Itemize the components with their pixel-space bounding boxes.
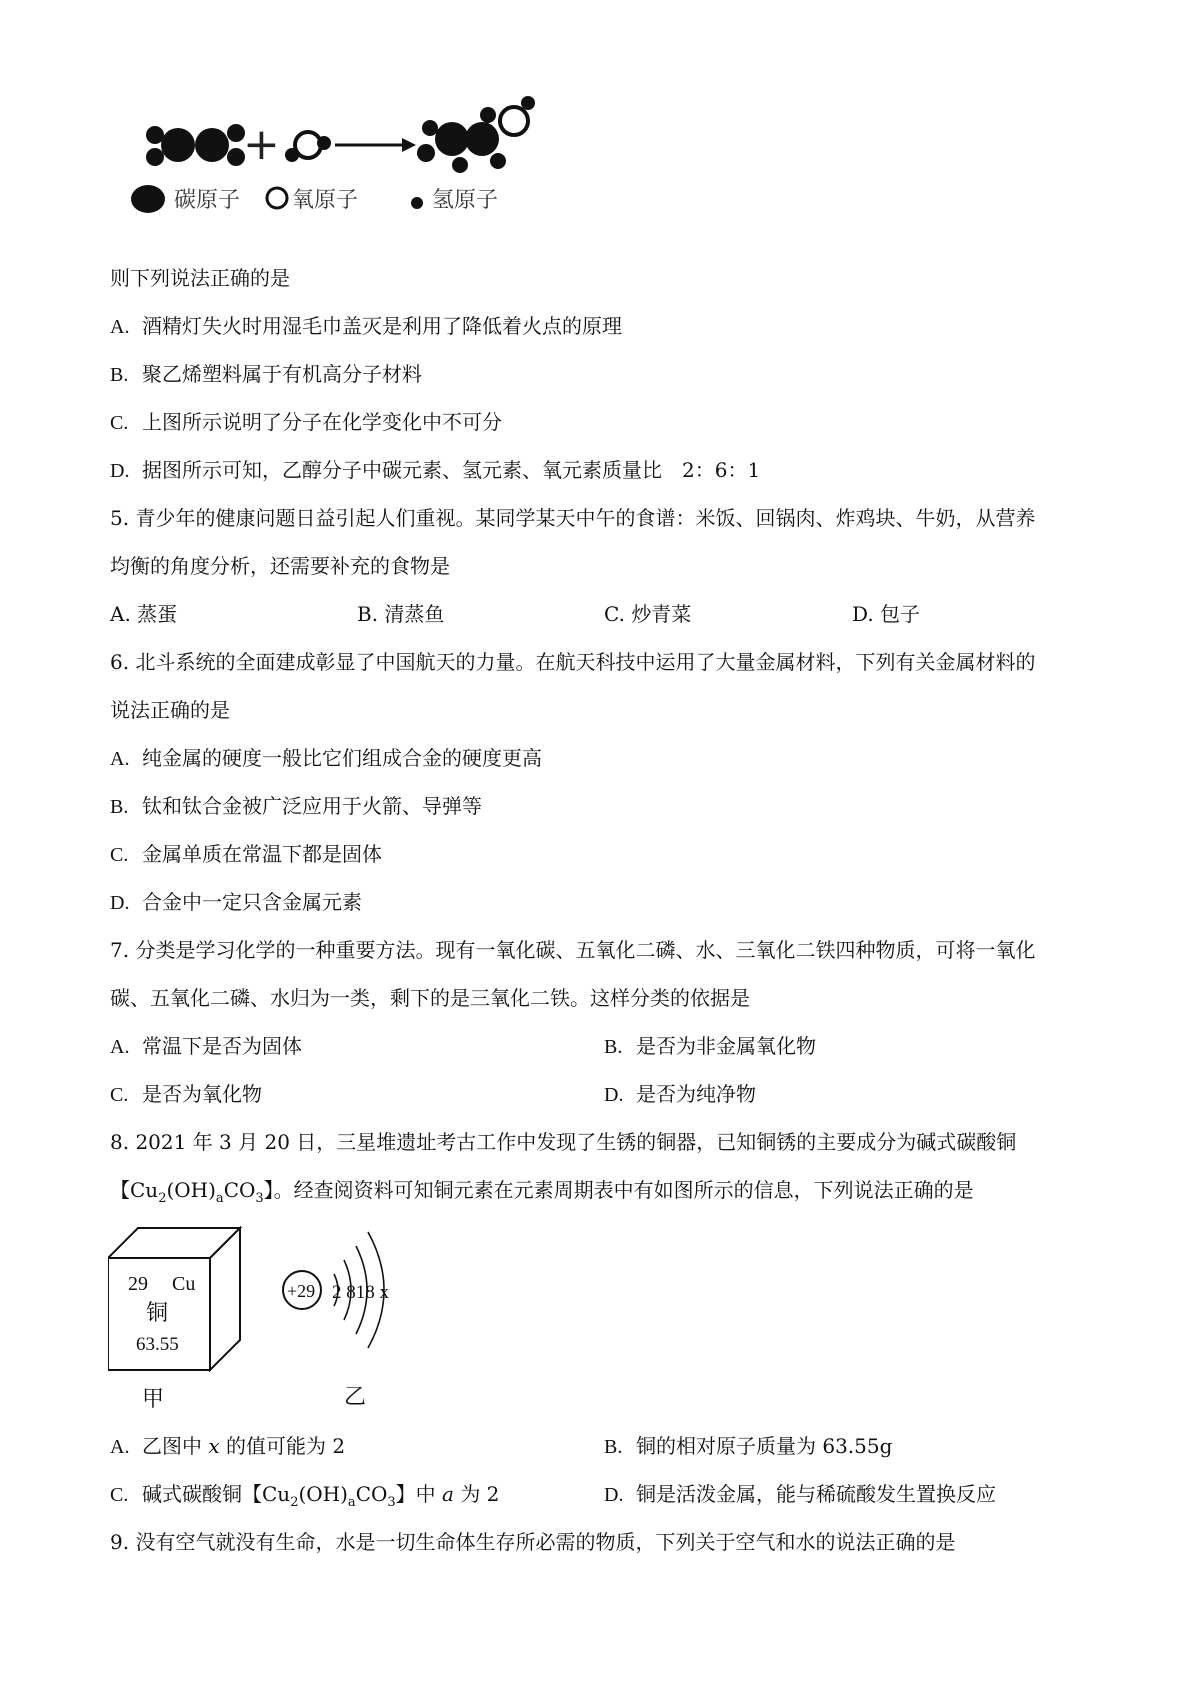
option-text: 包子	[880, 602, 921, 626]
option-label: C.	[110, 412, 129, 434]
q6-option-c	[110, 840, 382, 869]
legend-hydrogen: 氢原子	[432, 188, 499, 213]
q4-option-d	[110, 456, 760, 485]
option-label: B.	[110, 364, 129, 386]
q8-option-c: C. 碱式碳酸铜【$Cu_2(OH)_aCO_3$】中 a 为 2	[110, 1482, 500, 1510]
q4-stem: 则下列说法正确的是	[110, 266, 290, 290]
option-label: C.	[604, 602, 625, 626]
q7-option-a	[110, 1032, 302, 1061]
option-label: D.	[852, 602, 874, 626]
option-text: 金属单质在常温下都是固体	[142, 842, 382, 866]
q6-option-d	[110, 888, 362, 917]
q5-stem-line1: 5. 青少年的健康问题日益引起人们重视。某同学某天中午的食谱：米饭、回锅肉、炸鸡块、牛奶，从营养	[110, 506, 1036, 530]
option-text: 合金中一定只含金属元素	[142, 890, 362, 914]
legend-oxygen: 氧原子	[292, 188, 359, 213]
option-label: B.	[604, 1436, 623, 1458]
ethanol-molecule-icon	[417, 96, 535, 173]
option-text: 钛和钛合金被广泛应用于火箭、导弹等	[142, 794, 482, 818]
q8-option-d	[604, 1480, 996, 1509]
option-label: A.	[110, 1436, 130, 1458]
q8-option-a: A. 乙图中 x 的值可能为 2	[110, 1432, 345, 1461]
molecule-reaction-figure	[130, 95, 550, 235]
legend-carbon: 碳原子	[174, 188, 241, 213]
option-label: D.	[604, 1484, 624, 1506]
option-label: C.	[110, 1084, 129, 1106]
option-label: D.	[110, 892, 130, 914]
option-text: 常温下是否为固体	[142, 1034, 302, 1058]
option-text: 炒青菜	[631, 602, 692, 626]
plus-sign: +	[243, 119, 280, 170]
q7-stem-line2: 碳、五氧化二磷、水归为一类，剩下的是三氧化二铁。这样分类的依据是	[110, 986, 750, 1010]
option-text: 是否为纯净物	[636, 1082, 756, 1106]
option-text: 酒精灯失火时用湿毛巾盖灭是利用了降低着火点的原理	[142, 314, 622, 338]
element-symbol: Cu	[172, 1273, 196, 1295]
option-text: 铜是活泼金属，能与稀硫酸发生置换反应	[636, 1482, 996, 1506]
q7-option-c	[110, 1080, 262, 1109]
q7-option-d	[604, 1080, 756, 1109]
option-text: 是否为非金属氧化物	[636, 1034, 816, 1058]
q6-stem-line2: 说法正确的是	[110, 698, 230, 722]
oxygen-atom-legend-icon	[267, 188, 287, 208]
q7-option-b	[604, 1032, 816, 1061]
q7-stem-line1: 7. 分类是学习化学的一种重要方法。现有一氧化碳、五氧化二磷、水、三氧化二铁四种物质，可将一氧化	[110, 938, 1036, 962]
q4-option-a	[110, 312, 622, 341]
carbon-atom-legend-icon	[131, 185, 165, 213]
q6-option-a	[110, 744, 542, 773]
option-label: A.	[110, 1036, 130, 1058]
q5-option-a	[110, 600, 177, 628]
element-card-figure	[108, 1220, 258, 1410]
caption-jia: 甲	[142, 1386, 165, 1410]
nucleus-charge: +29	[287, 1281, 316, 1301]
option-label: B.	[357, 602, 379, 626]
q6-stem-line1: 6. 北斗系统的全面建成彰显了中国航天的力量。在航天科技中运用了大量金属材料，下列有关金属材料的	[110, 650, 1036, 674]
option-text: 是否为氧化物	[142, 1082, 262, 1106]
option-label: D.	[604, 1084, 624, 1106]
option-label: C.	[110, 844, 129, 866]
q8-stem-line2: 【$Cu_2(OH)_aCO_3$】。经查阅资料可知铜元素在元素周期表中有如图所示的信息，下列说法正确的是	[110, 1178, 974, 1206]
ethylene-molecule-icon	[146, 124, 245, 166]
q5-option-b	[357, 600, 444, 628]
option-text: 清蒸鱼	[384, 602, 445, 626]
hydrogen-atom-legend-icon	[411, 197, 423, 209]
option-text: 蒸蛋	[137, 602, 178, 626]
atomic-number: 29	[128, 1273, 148, 1295]
option-text: 据图所示可知，乙醇分子中碳元素、氢元素、氧元素质量比 2：6：1	[142, 458, 761, 482]
q6-option-b	[110, 792, 482, 821]
q5-option-c	[604, 600, 691, 628]
q9-stem-line1: 9. 没有空气就没有生命，水是一切生命体生存所必需的物质，下列关于空气和水的说法正确的是	[110, 1530, 956, 1554]
option-text: 聚乙烯塑料属于有机高分子材料	[142, 362, 422, 386]
option-label: A.	[110, 748, 130, 770]
reaction-arrow-icon	[335, 138, 416, 152]
option-label: C.	[110, 1484, 129, 1506]
option-text: 铜的相对原子质量为 63.55g	[636, 1434, 893, 1458]
option-text: 纯金属的硬度一般比它们组成合金的硬度更高	[142, 746, 542, 770]
option-text: 上图所示说明了分子在化学变化中不可分	[142, 410, 502, 434]
option-label: D.	[110, 460, 130, 482]
element-name: 铜	[146, 1300, 169, 1325]
atomic-mass: 63.55	[136, 1334, 179, 1355]
q8-option-b	[604, 1432, 892, 1461]
caption-yi: 乙	[344, 1384, 367, 1409]
q5-stem-line2: 均衡的角度分析，还需要补充的食物是	[110, 554, 450, 578]
q8-stem-line1: 8. 2021 年 3 月 20 日，三星堆遗址考古工作中发现了生锈的铜器，已知铜锈的主要成分为碱式碳酸铜	[110, 1130, 1017, 1154]
option-label: B.	[604, 1036, 623, 1058]
q4-option-b	[110, 360, 422, 389]
q5-option-d	[852, 600, 920, 628]
q4-option-c	[110, 408, 502, 437]
option-label: A.	[110, 602, 131, 626]
option-label: A.	[110, 316, 130, 338]
water-molecule-icon	[285, 132, 331, 162]
option-label: B.	[110, 796, 129, 818]
atom-structure-figure	[278, 1218, 438, 1410]
electron-shells: 2 818 x	[332, 1282, 389, 1303]
